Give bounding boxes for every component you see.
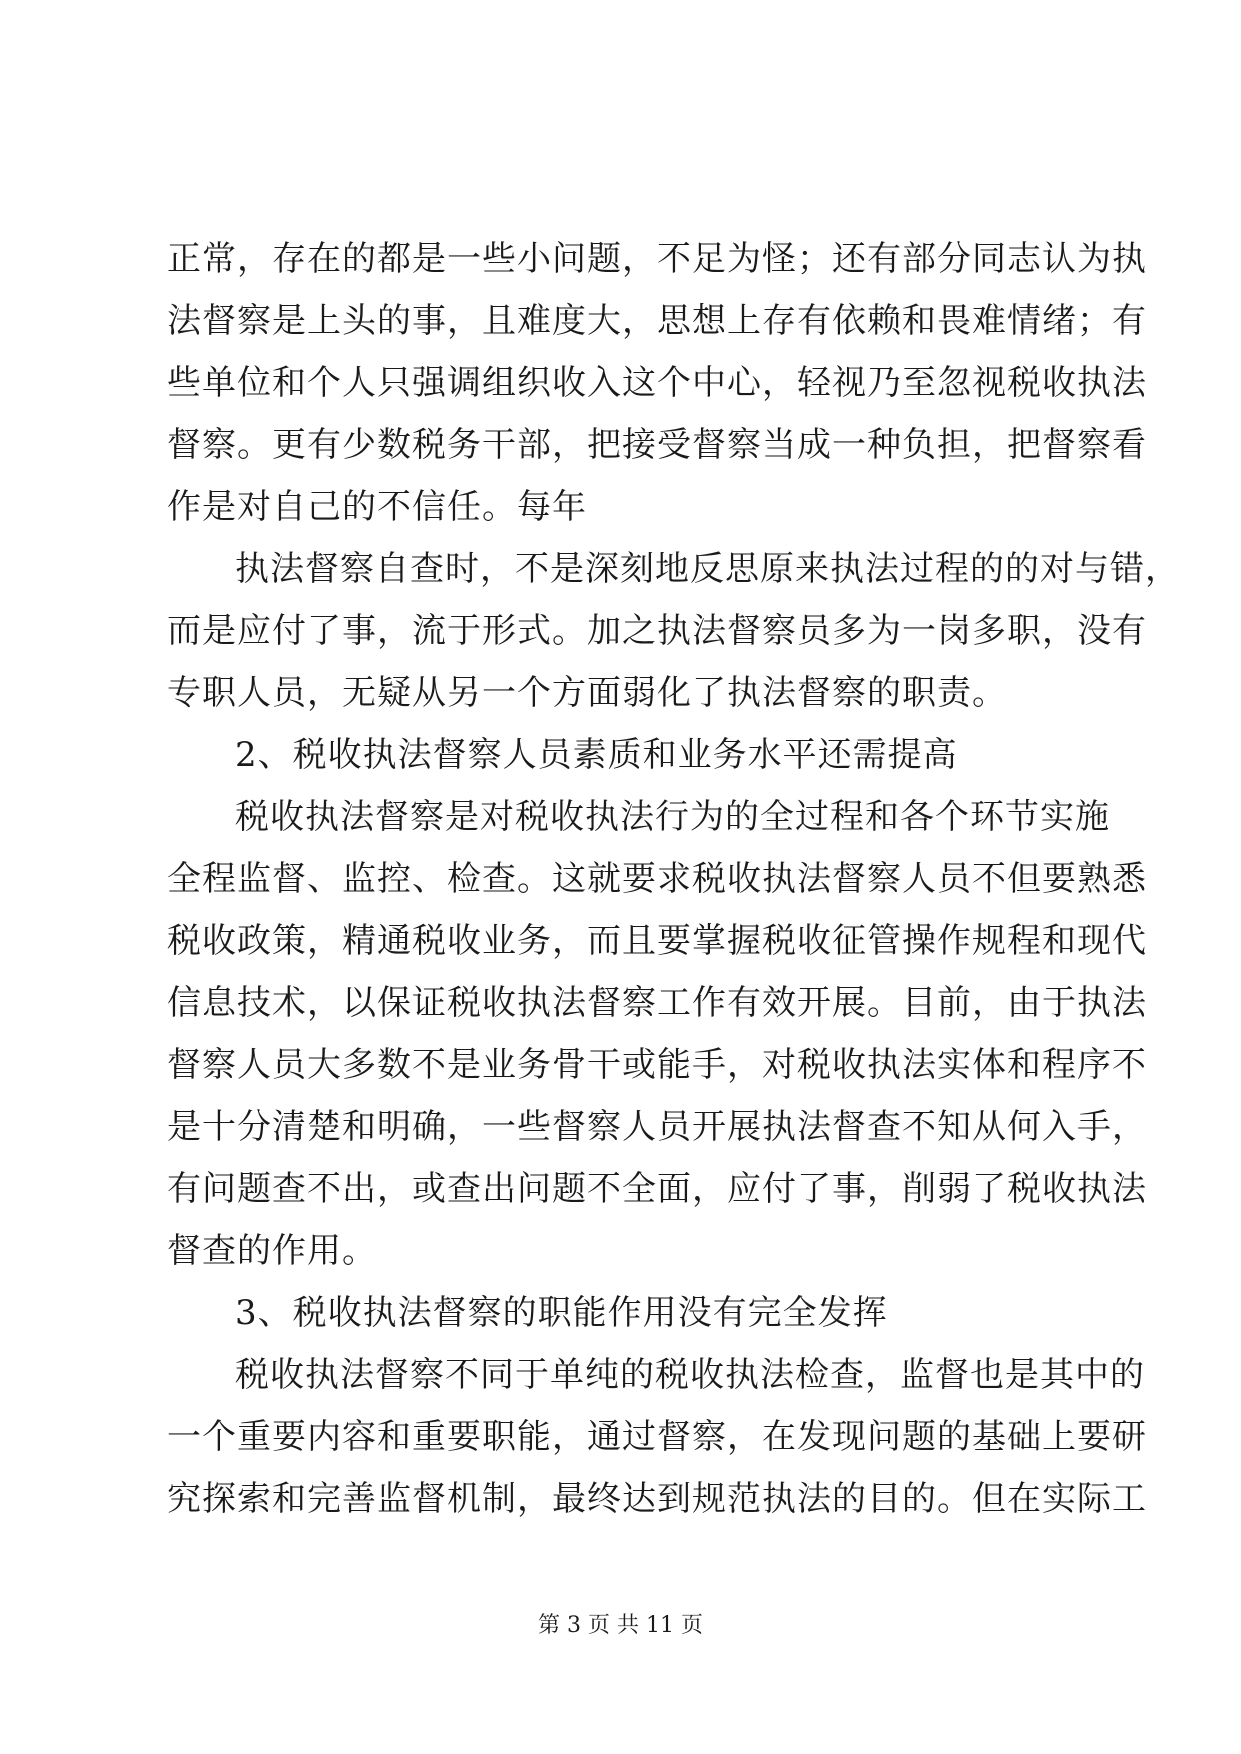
text-line: 法督察是上头的事，且难度大，思想上存有依赖和畏难情绪；有	[167, 301, 1147, 341]
text-line: 专职人员，无疑从另一个方面弱化了执法督察的职责。	[167, 673, 1007, 713]
text-line: 税收执法督察不同于单纯的税收执法检查，监督也是其中的	[235, 1355, 1145, 1395]
text-line: 督察。更有少数税务干部，把接受督察当成一种负担，把督察看	[167, 425, 1147, 465]
text-line: 而是应付了事，流于形式。加之执法督察员多为一岗多职，没有	[167, 611, 1147, 651]
text-line: 正常，存在的都是一些小问题，不足为怪；还有部分同志认为执	[167, 239, 1147, 279]
text-line: 督查的作用。	[167, 1231, 377, 1271]
section-heading: 3、税收执法督察的职能作用没有完全发挥	[235, 1293, 888, 1333]
section-heading: 2、税收执法督察人员素质和业务水平还需提高	[235, 735, 958, 775]
text-line: 税收执法督察是对税收执法行为的全过程和各个环节实施	[235, 797, 1110, 837]
text-line: 信息技术，以保证税收执法督察工作有效开展。目前，由于执法	[167, 983, 1147, 1023]
page-number-footer: 第 3 页 共 11 页	[538, 1613, 703, 1638]
text-line: 究探索和完善监督机制，最终达到规范执法的目的。但在实际工	[167, 1479, 1147, 1519]
body-text	[167, 228, 1180, 1530]
text-line: 些单位和个人只强调组织收入这个中心，轻视乃至忽视税收执法	[167, 363, 1147, 403]
text-line: 执法督察自查时，不是深刻地反思原来执法过程的的对与错，	[235, 549, 1180, 589]
text-line: 作是对自己的不信任。每年	[167, 487, 587, 527]
text-line: 全程监督、监控、检查。这就要求税收执法督察人员不但要熟悉	[167, 859, 1147, 899]
text-line: 是十分清楚和明确，一些督察人员开展执法督查不知从何入手，	[167, 1107, 1147, 1147]
text-line: 督察人员大多数不是业务骨干或能手，对税收执法实体和程序不	[167, 1045, 1147, 1085]
text-line: 有问题查不出，或查出问题不全面，应付了事，削弱了税收执法	[167, 1169, 1147, 1209]
text-line: 一个重要内容和重要职能，通过督察，在发现问题的基础上要研	[167, 1417, 1147, 1457]
text-line: 税收政策，精通税收业务，而且要掌握税收征管操作规程和现代	[167, 921, 1147, 961]
